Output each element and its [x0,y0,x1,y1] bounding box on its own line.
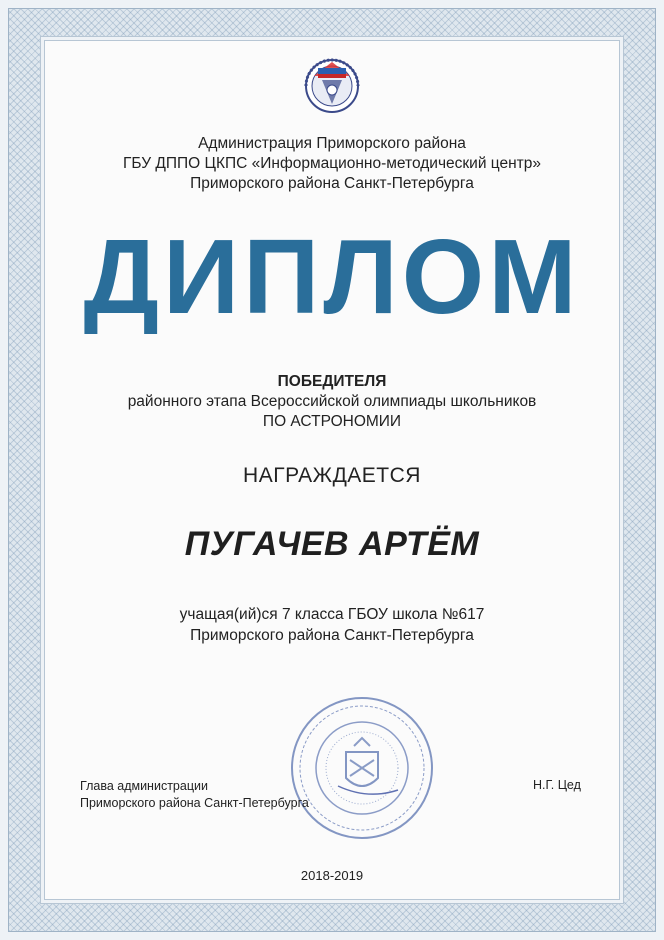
signatory-role-line-1: Глава администрации [80,779,208,793]
signatory-role-line-2: Приморского района Санкт-Петербурга [80,796,309,810]
academic-year: 2018-2019 [300,868,364,883]
subtitle-line-1: ПОБЕДИТЕЛЯ [277,373,387,390]
org-line-1: Администрация Приморского района [198,135,466,152]
org-line-2: ГБУ ДППО ЦКПС «Информационно-методический центр» [122,155,542,172]
student-line-2: Приморского района Санкт-Петербурга [190,627,474,644]
organization-block [0,134,664,194]
recipient-name: ПУГАЧЕВ АРТЁМ [184,525,480,563]
signatory-name: Н.Г. Цед [533,778,581,792]
subtitle-block [0,372,664,432]
student-info [0,604,664,646]
subtitle-line-2: районного этапа Всероссийской олимпиады школьников [127,393,537,410]
signatory-role [80,778,309,812]
diploma-title: ДИПЛОМ [83,218,581,336]
awarded-label: НАГРАЖДАЕТСЯ [243,464,421,487]
official-seal-icon [288,694,436,842]
subtitle-line-3: ПО АСТРОНОМИИ [262,413,402,430]
org-line-3: Приморского района Санкт-Петербурга [190,175,474,192]
student-line-1: учащая(ий)ся 7 класса ГБОУ школа №617 [179,606,485,623]
olympiad-emblem-icon [288,48,376,120]
